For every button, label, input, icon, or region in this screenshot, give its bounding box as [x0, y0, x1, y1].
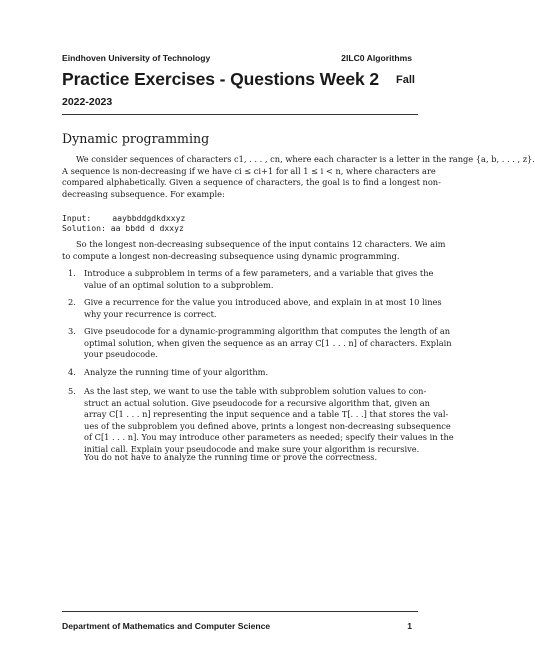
- question-3: [68, 326, 452, 361]
- example-input-label: Input:: [62, 213, 92, 223]
- question-line: value of an optimal solution to a subproblem.: [84, 279, 274, 290]
- footer-department: Department of Mathematics and Computer Science: [62, 621, 271, 631]
- intro-line: compared alphabetically. Given a sequence of characters, the goal is to find a longest non-: [62, 177, 441, 188]
- header-rule: [62, 114, 418, 115]
- question-line: As the last step, we want to use the table with subproblem solution values to con-: [84, 386, 427, 396]
- example-solution-value: aa bbdd d dxxyz: [110, 223, 184, 234]
- question-line: Analyze the running time of your algorithm.: [84, 367, 269, 377]
- question-line: Give a recurrence for the value you introduced above, and explain in at most 10 lines: [84, 297, 442, 307]
- question-line: of C[1 . . . n]. You may introduce other parameters as needed; specify their values in the: [84, 432, 454, 443]
- after-example-line: to compute a longest non-decreasing subsequence using dynamic programming.: [62, 250, 400, 261]
- question-5-note: You do not have to analyze the running time or prove the correctness.: [84, 452, 378, 462]
- question-line: Give pseudocode for a dynamic-programming algorithm that computes the length of an: [84, 326, 451, 336]
- question-line: why your recurrence is correct.: [84, 308, 217, 319]
- question-line: array C[1 . . . n] representing the input sequence and a table T[. . .] that stores the val-: [84, 409, 449, 420]
- question-4: [68, 367, 418, 379]
- intro-line: We consider sequences of characters c1, . . . , cn, where each character is a letter in the range {a, b, . . . , z}.: [76, 154, 535, 164]
- question-1: [68, 268, 434, 291]
- intro-paragraph: [62, 154, 535, 200]
- after-example-paragraph: [62, 239, 446, 262]
- document-title: Practice Exercises - Questions Week 2: [62, 69, 379, 89]
- example-solution-label: Solution:: [62, 223, 106, 234]
- question-line: Introduce a subproblem in terms of a few parameters, and a variable that gives the: [84, 268, 434, 278]
- question-line: ues of the subproblem you defined above, prints a longest non-decreasing subsequence: [84, 420, 451, 431]
- question-5: [68, 386, 454, 456]
- question-line: initial call. Explain your pseudocode and make sure your algorithm is recursive.: [84, 443, 420, 454]
- example-block: [62, 213, 185, 233]
- intro-line: A sequence is non-decreasing if we have ci ≤ ci+1 for all 1 ≤ i < n, where characters are: [62, 165, 436, 176]
- intro-line: decreasing subsequence. For example:: [62, 188, 225, 199]
- question-number: 5.: [68, 386, 76, 396]
- question-number: 1.: [68, 268, 76, 278]
- question-number: 3.: [68, 326, 76, 336]
- example-input-value: aaybbddgdkdxxyz: [112, 213, 186, 223]
- footer-rule: [62, 611, 418, 612]
- header-term: Fall: [396, 74, 415, 86]
- section-title: Dynamic programming: [62, 131, 210, 146]
- question-number: 2.: [68, 297, 76, 307]
- header-course: 2ILC0 Algorithms: [341, 53, 412, 63]
- question-2: [68, 297, 442, 320]
- question-line: struct an actual solution. Give pseudocode for a recursive algorithm that, given an: [84, 397, 430, 408]
- question-line: your pseudocode.: [84, 349, 158, 360]
- header-university: Eindhoven University of Technology: [62, 53, 211, 63]
- question-line: optimal solution, when given the sequence as an array C[1 . . . n] of characters. Explain: [84, 337, 452, 348]
- after-example-line: So the longest non-decreasing subsequence of the input contains 12 characters. We aim: [76, 239, 446, 249]
- question-number: 4.: [68, 367, 76, 377]
- page-number: 1: [407, 621, 412, 631]
- header-years: 2022-2023: [62, 96, 113, 108]
